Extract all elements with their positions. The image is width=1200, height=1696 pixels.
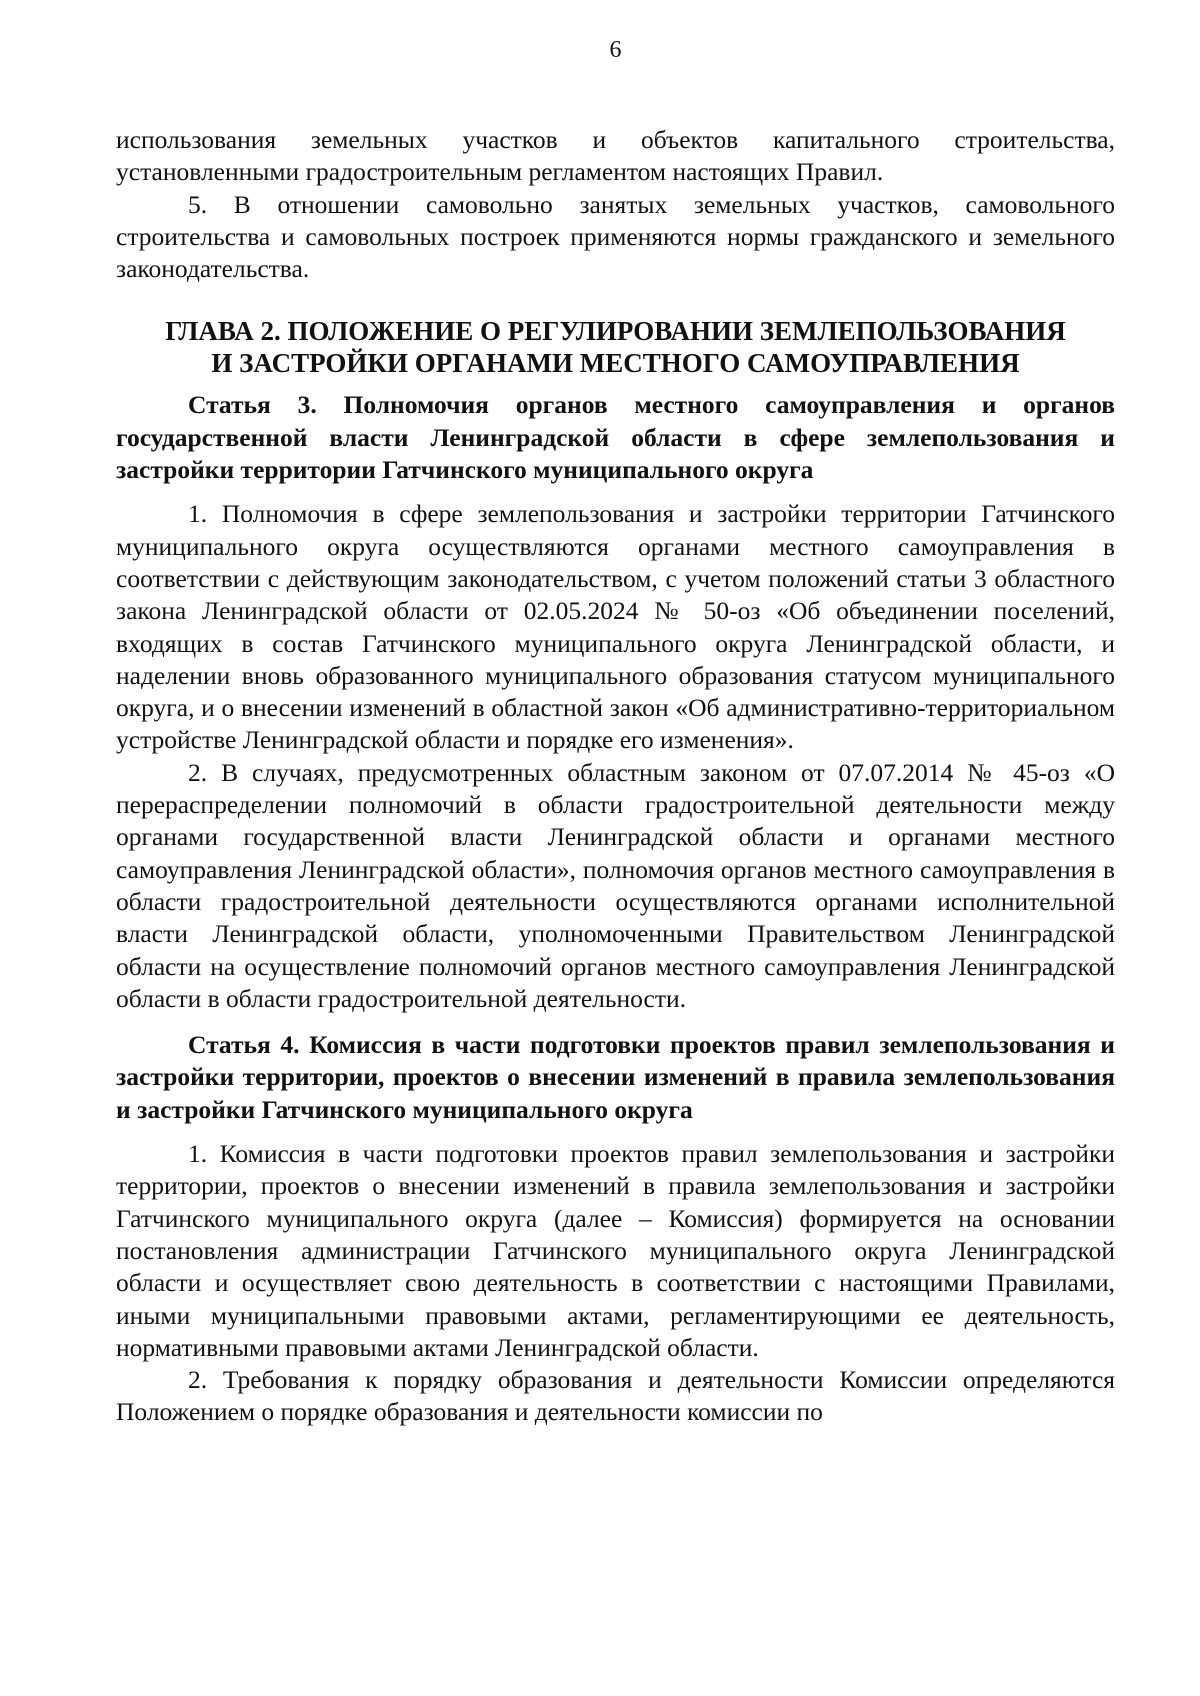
chapter-heading-line-2: И ЗАСТРОЙКИ ОРГАНАМИ МЕСТНОГО САМОУПРАВЛЕНИЯ bbox=[211, 348, 1020, 379]
continuation-paragraph: использования земельных участков и объектов капитального строительства, установленными градостроительным регламентом настоящих Правил. bbox=[116, 125, 1115, 187]
chapter-heading-line-1: ГЛАВА 2. ПОЛОЖЕНИЕ О РЕГУЛИРОВАНИИ ЗЕМЛЕПОЛЬЗОВАНИЯ bbox=[165, 316, 1066, 347]
article-3-paragraph-2: 2. В случаях, предусмотренных областным законом от 07.07.2014 № 45-оз «О перераспределении полномочий в области градостроительной деятельности между органами государственной власти Ленинградской области и органами местного самоуправления Ленинградской области», полномочия органов местного самоуправления в области градостроительной деятельности осуществляются органами исполнительной власти Ленинградской области, уполномоченными Правительством Ленинградской области на осуществление полномочий органов местного самоуправления Ленинградской области в области градостроительной деятельности. bbox=[116, 757, 1115, 1013]
article-4-title: Статья 4. Комиссия в части подготовки проектов правил землепользования и застройки территории, проектов о внесении изменений в правила землепользования и застройки Гатчинского муниципального округа bbox=[116, 1030, 1115, 1124]
article-4-paragraph-1: 1. Комиссия в части подготовки проектов правил землепользования и застройки территории, проектов о внесении изменений в правила землепользования и застройки Гатчинского муниципального округа (далее – Комиссия) формируется на основании постановления администрации Гатчинского муниципального округа Ленинградской области и осуществляет свою деятельность в соответствии с настоящими Правилами, иными муниципальными правовыми актами, регламентирующими ее деятельность, нормативными правовыми актами Ленинградской области. bbox=[116, 1139, 1115, 1362]
article-4-paragraph-2: 2. Требования к порядку образования и деятельности Комиссии определяются Положением о порядке образования и деятельности комиссии по bbox=[116, 1365, 1115, 1427]
article-3-paragraph-1: 1. Полномочия в сфере землепользования и застройки территории Гатчинского муниципального округа осуществляются органами местного самоуправления в соответствии с действующим законодательством, с учетом положений статьи 3 областного закона Ленинградской области от 02.05.2024 № 50-оз «Об объединении поселений, входящих в состав Гатчинского муниципального округа Ленинградской области, и наделении вновь образованного муниципального образования статусом муниципального округа, и о внесении изменений в областной закон «Об административно-территориальном устройстве Ленинградской области и порядке его изменения». bbox=[116, 499, 1115, 755]
item-5-paragraph: 5. В отношении самовольно занятых земельных участков, самовольного строительства и самовольных построек применяются нормы гражданского и земельного законодательства. bbox=[116, 189, 1115, 284]
chapter-heading bbox=[116, 315, 1115, 379]
article-3-title: Статья 3. Полномочия органов местного самоуправления и органов государственной власти Ленинградской области в сфере землепользования и застройки территории Гатчинского муниципального округа bbox=[116, 390, 1115, 485]
page-number: 6 bbox=[609, 37, 622, 63]
